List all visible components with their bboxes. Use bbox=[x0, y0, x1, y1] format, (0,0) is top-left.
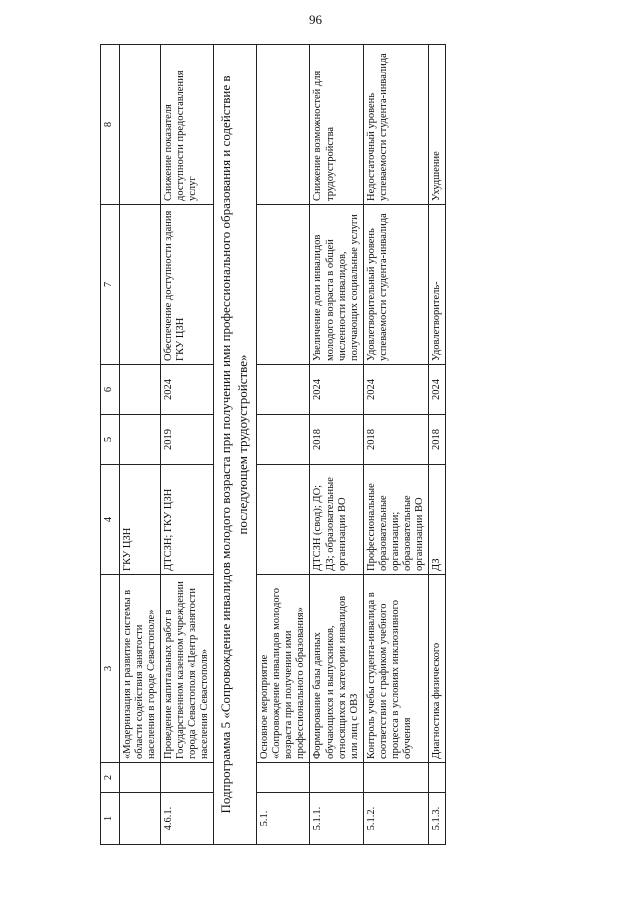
activity-name-cell: Проведение капитальных работ в Государственном казенном учреждении города Севастополя «Центр занятости населения Севастополя» bbox=[161, 575, 214, 763]
table-row bbox=[120, 45, 161, 845]
executor-cell bbox=[257, 465, 310, 575]
column-number-row bbox=[101, 45, 120, 845]
column-header: 4 bbox=[101, 465, 120, 575]
activity-name-cell: Диагностика физического bbox=[429, 575, 446, 763]
item-number-cell: 5.1.1. bbox=[310, 793, 363, 845]
executor-cell: Профессиональные образовательные организации; образовательные организации ВО bbox=[363, 465, 428, 575]
consequence-cell bbox=[257, 45, 310, 205]
expected-result-cell: Обеспечение доступности здания ГКУ ЦЗН bbox=[161, 205, 214, 365]
activity-name-cell: «Модернизация и развитие системы в области содействия занятости населения в городе Севастополе» bbox=[120, 575, 161, 763]
blank-cell bbox=[429, 763, 446, 793]
column-header: 7 bbox=[101, 205, 120, 365]
start-year-cell bbox=[257, 415, 310, 465]
column-header: 6 bbox=[101, 365, 120, 415]
blank-cell bbox=[363, 763, 428, 793]
end-year-cell bbox=[120, 365, 161, 415]
item-number-cell bbox=[120, 793, 161, 845]
column-header: 8 bbox=[101, 45, 120, 205]
blank-cell bbox=[120, 763, 161, 793]
column-header: 3 bbox=[101, 575, 120, 763]
page-number: 96 bbox=[309, 12, 322, 27]
rotated-table-frame bbox=[100, 45, 560, 845]
consequence-cell: Снижение показателя доступности предоставления услуг bbox=[161, 45, 214, 205]
item-number-cell: 4.6.1. bbox=[161, 793, 214, 845]
start-year-cell: 2018 bbox=[310, 415, 363, 465]
activity-name-cell: Формирование базы данных обучающихся и выпускников, относящихся к категории инвалидов или лиц с ОВЗ bbox=[310, 575, 363, 763]
activity-name-cell: Контроль учебы студента-инвалида в соответствии с графиком учебного процесса в условиях инклюзивного обучения bbox=[363, 575, 428, 763]
expected-result-cell: Увеличение доли инвалидов молодого возраста в общей численности инвалидов, получающих социальные услуги bbox=[310, 205, 363, 365]
end-year-cell: 2024 bbox=[161, 365, 214, 415]
executor-cell: ГКУ ЦЗН bbox=[120, 465, 161, 575]
expected-result-cell: Удовлетворительный уровень успеваемости студента-инвалида bbox=[363, 205, 428, 365]
blank-cell bbox=[310, 763, 363, 793]
table-row bbox=[429, 45, 446, 845]
end-year-cell: 2024 bbox=[429, 365, 446, 415]
table-row bbox=[363, 45, 428, 845]
table-row bbox=[161, 45, 214, 845]
blank-cell bbox=[257, 763, 310, 793]
expected-result-cell bbox=[257, 205, 310, 365]
column-header: 1 bbox=[101, 793, 120, 845]
table-row bbox=[257, 45, 310, 845]
landscape-table-wrapper bbox=[100, 45, 560, 845]
program-activities-table bbox=[100, 44, 446, 845]
subprogram-heading-row bbox=[214, 45, 257, 845]
start-year-cell: 2019 bbox=[161, 415, 214, 465]
subprogram-title: Подпрограмма 5 «Сопровождение инвалидов молодого возраста при получении ими профессионального образования и содействие в последующем трудоустройстве» bbox=[214, 45, 257, 845]
executor-cell: ДТСЗН; ГКУ ЦЗН bbox=[161, 465, 214, 575]
item-number-cell: 5.1. bbox=[257, 793, 310, 845]
start-year-cell: 2018 bbox=[429, 415, 446, 465]
consequence-cell bbox=[120, 45, 161, 205]
executor-cell: ДТСЗН (свод); ДО; ДЗ; образовательные организации ВО bbox=[310, 465, 363, 575]
end-year-cell bbox=[257, 365, 310, 415]
start-year-cell: 2018 bbox=[363, 415, 428, 465]
table-body bbox=[120, 45, 446, 845]
executor-cell: ДЗ bbox=[429, 465, 446, 575]
column-header: 2 bbox=[101, 763, 120, 793]
item-number-cell: 5.1.3. bbox=[429, 793, 446, 845]
table-row bbox=[310, 45, 363, 845]
start-year-cell bbox=[120, 415, 161, 465]
consequence-cell: Ухудшение bbox=[429, 45, 446, 205]
end-year-cell: 2024 bbox=[310, 365, 363, 415]
item-number-cell: 5.1.2. bbox=[363, 793, 428, 845]
expected-result-cell bbox=[120, 205, 161, 365]
consequence-cell: Снижение возможностей для трудоустройства bbox=[310, 45, 363, 205]
expected-result-cell: Удовлетворитель- bbox=[429, 205, 446, 365]
activity-name-cell: Основное мероприятие «Сопровождение инвалидов молодого возраста при получении ими профессионального образования» bbox=[257, 575, 310, 763]
column-header: 5 bbox=[101, 415, 120, 465]
end-year-cell: 2024 bbox=[363, 365, 428, 415]
blank-cell bbox=[161, 763, 214, 793]
consequence-cell: Недостаточный уровень успеваемости студента-инвалида bbox=[363, 45, 428, 205]
